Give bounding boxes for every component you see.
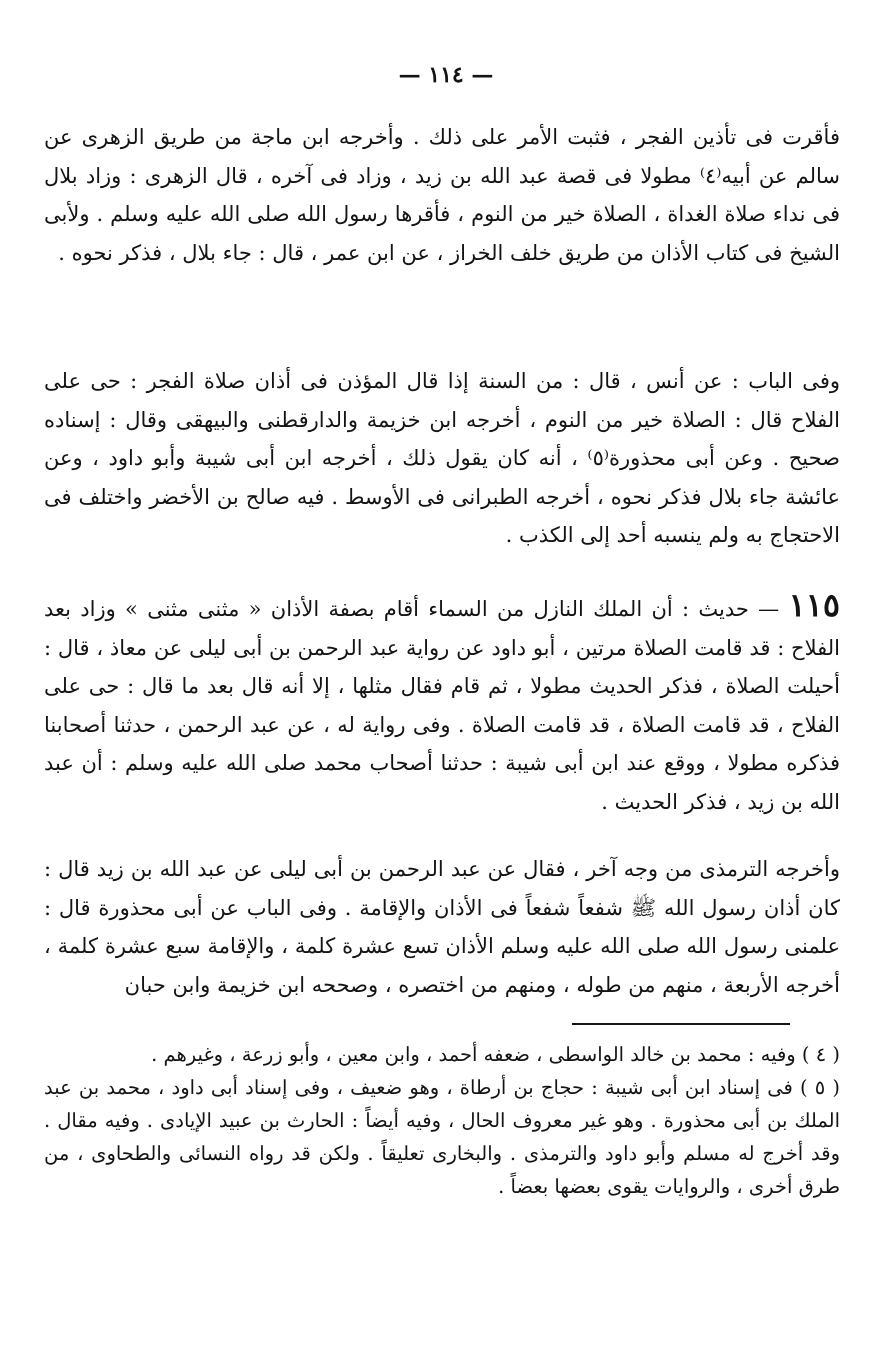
page-number: — ١١٤ — bbox=[398, 62, 494, 88]
paragraph-4: وأخرجه الترمذى من وجه آخر ، فقال عن عبد الرحمن بن أبى ليلى عن عبد الله بن زيد قال : كان أذان رسول الله ﷺ شفعاً شفعاً فى الأذان والإقامة . وفى الباب عن أبى محذورة قال : علمنى رسول الله صلى الله عليه وسلم الأذان تسع عشرة كلمة ، والإقامة سبع عشرة كلمة ، أخرجه الأربعة ، منهم من طوله ، ومنهم من اختصره ، وصححه ابن خزيمة وابن حبان bbox=[44, 857, 840, 997]
paragraph-hadith-115 bbox=[44, 586, 840, 821]
footnotes bbox=[44, 1038, 840, 1203]
footnote-5: ( ٥ ) فى إسناد ابن أبى شيبة : حجاج بن أرطاة ، وهو ضعيف ، وفى إسناد أبى داود ، محمد بن عبد الملك بن أبى محذورة . وهو غير معروف الحال ، وفيه أيضاً : الحارث بن عبيد الإيادى . وفيه مقال . وقد أخرج له مسلم وأبو داود والترمذى . والبخارى تعليقاً . ولكن قد رواه النسائى والطحاوى ، من طرق أخرى ، والروايات يقوى بعضها بعضاً . bbox=[44, 1076, 840, 1198]
paragraph-2: وفى الباب : عن أنس ، قال : من السنة إذا قال المؤذن فى أذان صلاة الفجر : حى على الفلاح قال : الصلاة خير من النوم ، أخرجه ابن خزيمة والدارقطنى والبيهقى وقال : إسناده صحيح . وعن أبى محذورة⁽٥⁾ ، أنه كان يقول ذلك ، أخرجه ابن أبى شيبة وأبو داود ، وعن عائشة جاء بلال فذكر نحوه ، أخرجه الطبرانى فى الأوسط . فيه صالح بن الأخضر واختلف فى الاحتجاج به ولم ينسبه أحد إلى الكذب . bbox=[44, 369, 841, 547]
hadith-number: ١١٥ bbox=[788, 586, 840, 624]
paragraph-1: فأقرت فى تأذين الفجر ، فثبت الأمر على ذلك . وأخرجه ابن ماجة من طريق الزهرى عن سالم عن أبيه⁽٤⁾ مطولا فى قصة عبد الله بن زيد ، وزاد فى آخره ، قال الزهرى : وزاد بلال فى نداء صلاة الغداة ، الصلاة خير من النوم ، فأقرها رسول الله صلى الله عليه وسلم . ولأبى الشيخ فى كتاب الأذان من طريق خلف الخراز ، عن ابن عمر ، قال : جاء بلال ، فذكر نحوه . bbox=[44, 125, 840, 265]
footnote-divider bbox=[572, 1023, 790, 1025]
hadith-115-text: — حديث : أن الملك النازل من السماء أقام بصفة الأذان « مثنى مثنى » وزاد بعد الفلاح : قد قامت الصلاة مرتين ، أبو داود عن رواية عبد الرحمن بن أبى ليلى عن معاذ ، قال : أحيلت الصلاة ، فذكر الحديث مطولا ، ثم قام فقال مثلها ، إلا أنه قال بعد ما قال : حى على الفلاح ، قد قامت الصلاة ، قد قامت الصلاة . وفى رواية له ، عن عبد الرحمن ، حدثنا أصحابنا فذكره مطولا ، ووقع عند ابن أبى شيبة : حدثنا أصحاب محمد صلى الله عليه وسلم : أن عبد الله بن زيد ، فذكر الحديث . bbox=[44, 597, 840, 814]
footnote-4: ( ٤ ) وفيه : محمد بن خالد الواسطى ، ضعفه أحمد ، وابن معين ، وأبو زرعة ، وغيرهم . bbox=[151, 1043, 840, 1066]
